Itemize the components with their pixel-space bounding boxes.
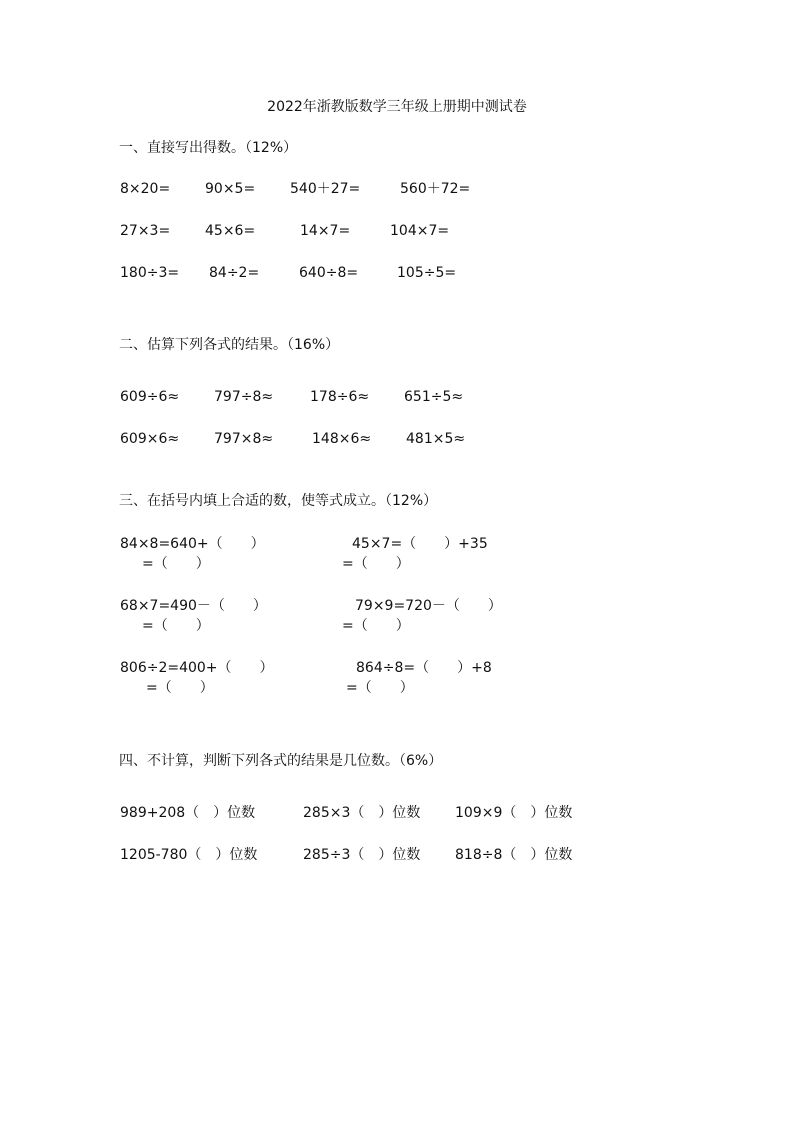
problem: 540＋27= <box>290 181 361 197</box>
problem: 818÷8（ ）位数 <box>455 847 573 863</box>
section-3-heading: 三、在括号内填上合适的数，使等式成立。（12%） <box>119 493 438 509</box>
problem: 1205-780（ ）位数 <box>120 847 258 863</box>
section-1-row-1 <box>0 180 794 200</box>
section-3-row-1 <box>0 535 794 555</box>
problem: 105÷5= <box>397 265 457 281</box>
section-2-heading: 二、估算下列各式的结果。（16%） <box>119 337 340 353</box>
equation-result: =（ ） <box>142 618 210 634</box>
equation: 68×7=490－（ ） <box>120 598 267 614</box>
problem: 45×6= <box>205 223 256 239</box>
problem: 797×8≈ <box>214 431 274 447</box>
problem: 609÷6≈ <box>120 389 180 405</box>
problem: 178÷6≈ <box>310 389 370 405</box>
section-4-row-2 <box>0 846 794 866</box>
equation: 84×8=640+（ ） <box>120 536 265 552</box>
equation-result: =（ ） <box>146 680 214 696</box>
problem: 285÷3（ ）位数 <box>303 847 421 863</box>
problem: 560＋72= <box>400 181 471 197</box>
page-title: 2022年浙教版数学三年级上册期中测试卷 <box>267 99 527 115</box>
problem: 481×5≈ <box>406 431 466 447</box>
problem: 989+208（ ）位数 <box>120 805 256 821</box>
problem: 651÷5≈ <box>404 389 464 405</box>
problem: 285×3（ ）位数 <box>303 805 421 821</box>
problem: 180÷3= <box>120 265 180 281</box>
section-3-row-4 <box>0 617 794 637</box>
section-1-heading: 一、直接写出得数。（12%） <box>119 140 298 156</box>
section-3-row-3 <box>0 597 794 617</box>
problem: 609×6≈ <box>120 431 180 447</box>
equation-result: =（ ） <box>342 556 410 572</box>
section-4-heading: 四、不计算，判断下列各式的结果是几位数。（6%） <box>119 753 443 769</box>
section-1-row-3 <box>0 264 794 284</box>
problem: 148×6≈ <box>312 431 372 447</box>
section-3-row-5 <box>0 659 794 679</box>
section-2-row-1 <box>0 388 794 408</box>
equation: 806÷2=400+（ ） <box>120 660 274 676</box>
equation-result: =（ ） <box>342 618 410 634</box>
problem: 90×5= <box>205 181 256 197</box>
equation: 79×9=720－（ ） <box>355 598 502 614</box>
problem: 8×20= <box>120 181 171 197</box>
equation: 45×7=（ ）+35 <box>352 536 488 552</box>
problem: 797÷8≈ <box>214 389 274 405</box>
equation-result: =（ ） <box>142 556 210 572</box>
problem: 27×3= <box>120 223 171 239</box>
equation: 864÷8=（ ）+8 <box>356 660 492 676</box>
problem: 109×9（ ）位数 <box>455 805 573 821</box>
section-3-row-6 <box>0 679 794 699</box>
problem: 104×7= <box>390 223 450 239</box>
section-1-row-2 <box>0 222 794 242</box>
section-4-row-1 <box>0 804 794 824</box>
section-2-row-2 <box>0 430 794 450</box>
problem: 14×7= <box>300 223 351 239</box>
problem: 640÷8= <box>299 265 359 281</box>
section-3-row-2 <box>0 555 794 575</box>
equation-result: =（ ） <box>346 680 414 696</box>
problem: 84÷2= <box>209 265 260 281</box>
